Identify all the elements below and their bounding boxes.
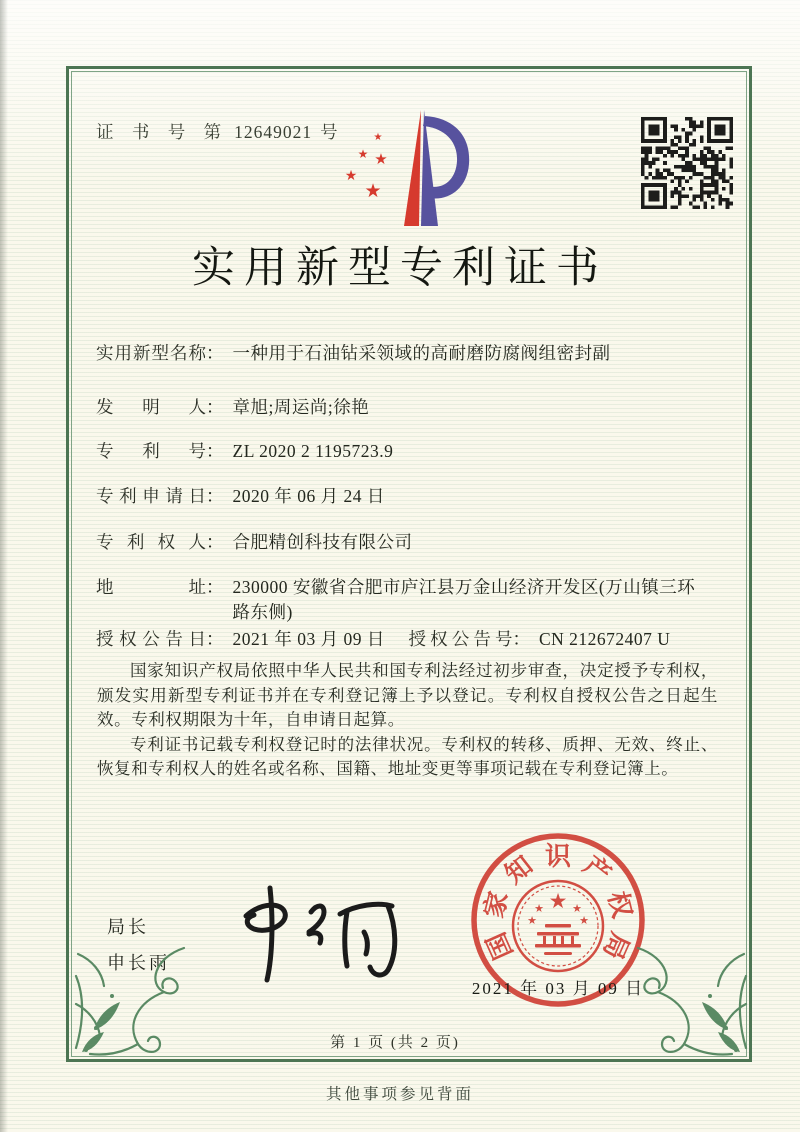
field-label: 专利号	[96, 441, 206, 461]
field-filing-date: 专利申请日 ： 2020 年 06 月 24 日	[96, 484, 711, 509]
svg-text:知: 知	[499, 850, 539, 890]
field-value: 合肥精创科技有限公司	[232, 532, 413, 552]
signer-name: 申长雨	[107, 953, 170, 973]
legal-body-text	[97, 659, 718, 782]
svg-text:识: 识	[544, 842, 572, 871]
grant-date-value: 2021 年 03 月 09 日	[232, 629, 385, 649]
signer-title: 局长	[107, 917, 149, 937]
certificate-number-suffix: 号	[320, 122, 338, 142]
svg-text:★: ★	[534, 902, 544, 915]
back-side-note: 其他事项参见背面	[325, 1086, 474, 1103]
field-value: 230000 安徽省合肥市庐江县万金山经济开发区(万山镇三环路东侧)	[232, 577, 696, 622]
certificate-number-line	[96, 119, 338, 144]
svg-text:权: 权	[602, 888, 637, 921]
field-label: 专利申请日	[96, 486, 206, 506]
legal-paragraph-1: 国家知识产权局依照中华人民共和国专利法经过初步审查，决定授予专利权，颁发实用新型专利证书并在专利登记簿上予以登记。专利权自授权公告之日起生效。专利权期限为十年，自申请日起算。	[97, 661, 718, 730]
svg-text:★: ★	[373, 132, 383, 143]
grant-number-value: CN 212672407 U	[539, 629, 671, 649]
field-patent-number: 专利号 ： ZL 2020 2 1195723.9	[96, 439, 711, 464]
field-utility-model-name: 实用新型名称 ： 一种用于石油钻采领域的高耐磨防腐阀组密封副	[96, 341, 711, 366]
field-value: 一种用于石油钻采领域的高耐磨防腐阀组密封副	[232, 343, 611, 363]
field-label: 专利权人	[96, 532, 206, 552]
director-signature	[216, 876, 416, 994]
qr-code	[641, 117, 733, 209]
svg-text:★: ★	[548, 889, 568, 913]
field-inventors: 发明人 ： 章旭;周运尚;徐艳	[96, 395, 711, 420]
field-address: 地址 ： 230000 安徽省合肥市庐江县万金山经济开发区(万山镇三环路东侧)	[96, 575, 711, 625]
field-label: 授权公告日	[96, 629, 206, 649]
field-value: 章旭;周运尚;徐艳	[232, 397, 370, 417]
field-value: 2020 年 06 月 24 日	[232, 486, 385, 506]
svg-text:局: 局	[597, 928, 635, 964]
svg-text:★: ★	[344, 168, 358, 184]
certificate-number: 12649021	[234, 122, 313, 142]
svg-text:★: ★	[579, 914, 589, 927]
svg-text:家: 家	[479, 888, 514, 921]
floral-corner-ornament-bottom-right	[630, 940, 754, 1064]
seal-date: 2021 年 03 月 09 日	[471, 979, 645, 998]
floral-corner-ornament-bottom-left	[68, 940, 192, 1064]
cnipa-logo-icon	[328, 104, 478, 236]
field-patentee: 专利权人 ： 合肥精创科技有限公司	[96, 530, 711, 555]
field-label: 地址	[96, 577, 206, 597]
field-label: 授权公告号	[408, 629, 513, 649]
svg-text:产: 产	[577, 850, 617, 890]
field-label: 实用新型名称	[96, 343, 206, 363]
field-grant-row: 授权公告日 ： 2021 年 03 月 09 日 授权公告号 ： CN 212672407 U	[96, 627, 699, 652]
svg-text:国: 国	[481, 928, 519, 964]
svg-text:★: ★	[364, 180, 382, 202]
certificate-number-label: 证 书 号 第	[96, 122, 229, 142]
certificate-title: 实用新型专利证书	[192, 245, 608, 292]
field-value: ZL 2020 2 1195723.9	[232, 441, 394, 461]
field-label: 发明人	[96, 397, 206, 417]
page-indicator: 第 1 页 (共 2 页)	[330, 1035, 460, 1051]
svg-text:★: ★	[357, 147, 369, 161]
legal-paragraph-2: 专利证书记载专利权登记时的法律状况。专利权的转移、质押、无效、终止、恢复和专利权人的姓名或名称、国籍、地址变更等事项记载在专利登记簿上。	[97, 734, 718, 779]
svg-text:★: ★	[572, 902, 582, 915]
svg-text:★: ★	[374, 150, 388, 168]
svg-text:★: ★	[527, 914, 537, 927]
